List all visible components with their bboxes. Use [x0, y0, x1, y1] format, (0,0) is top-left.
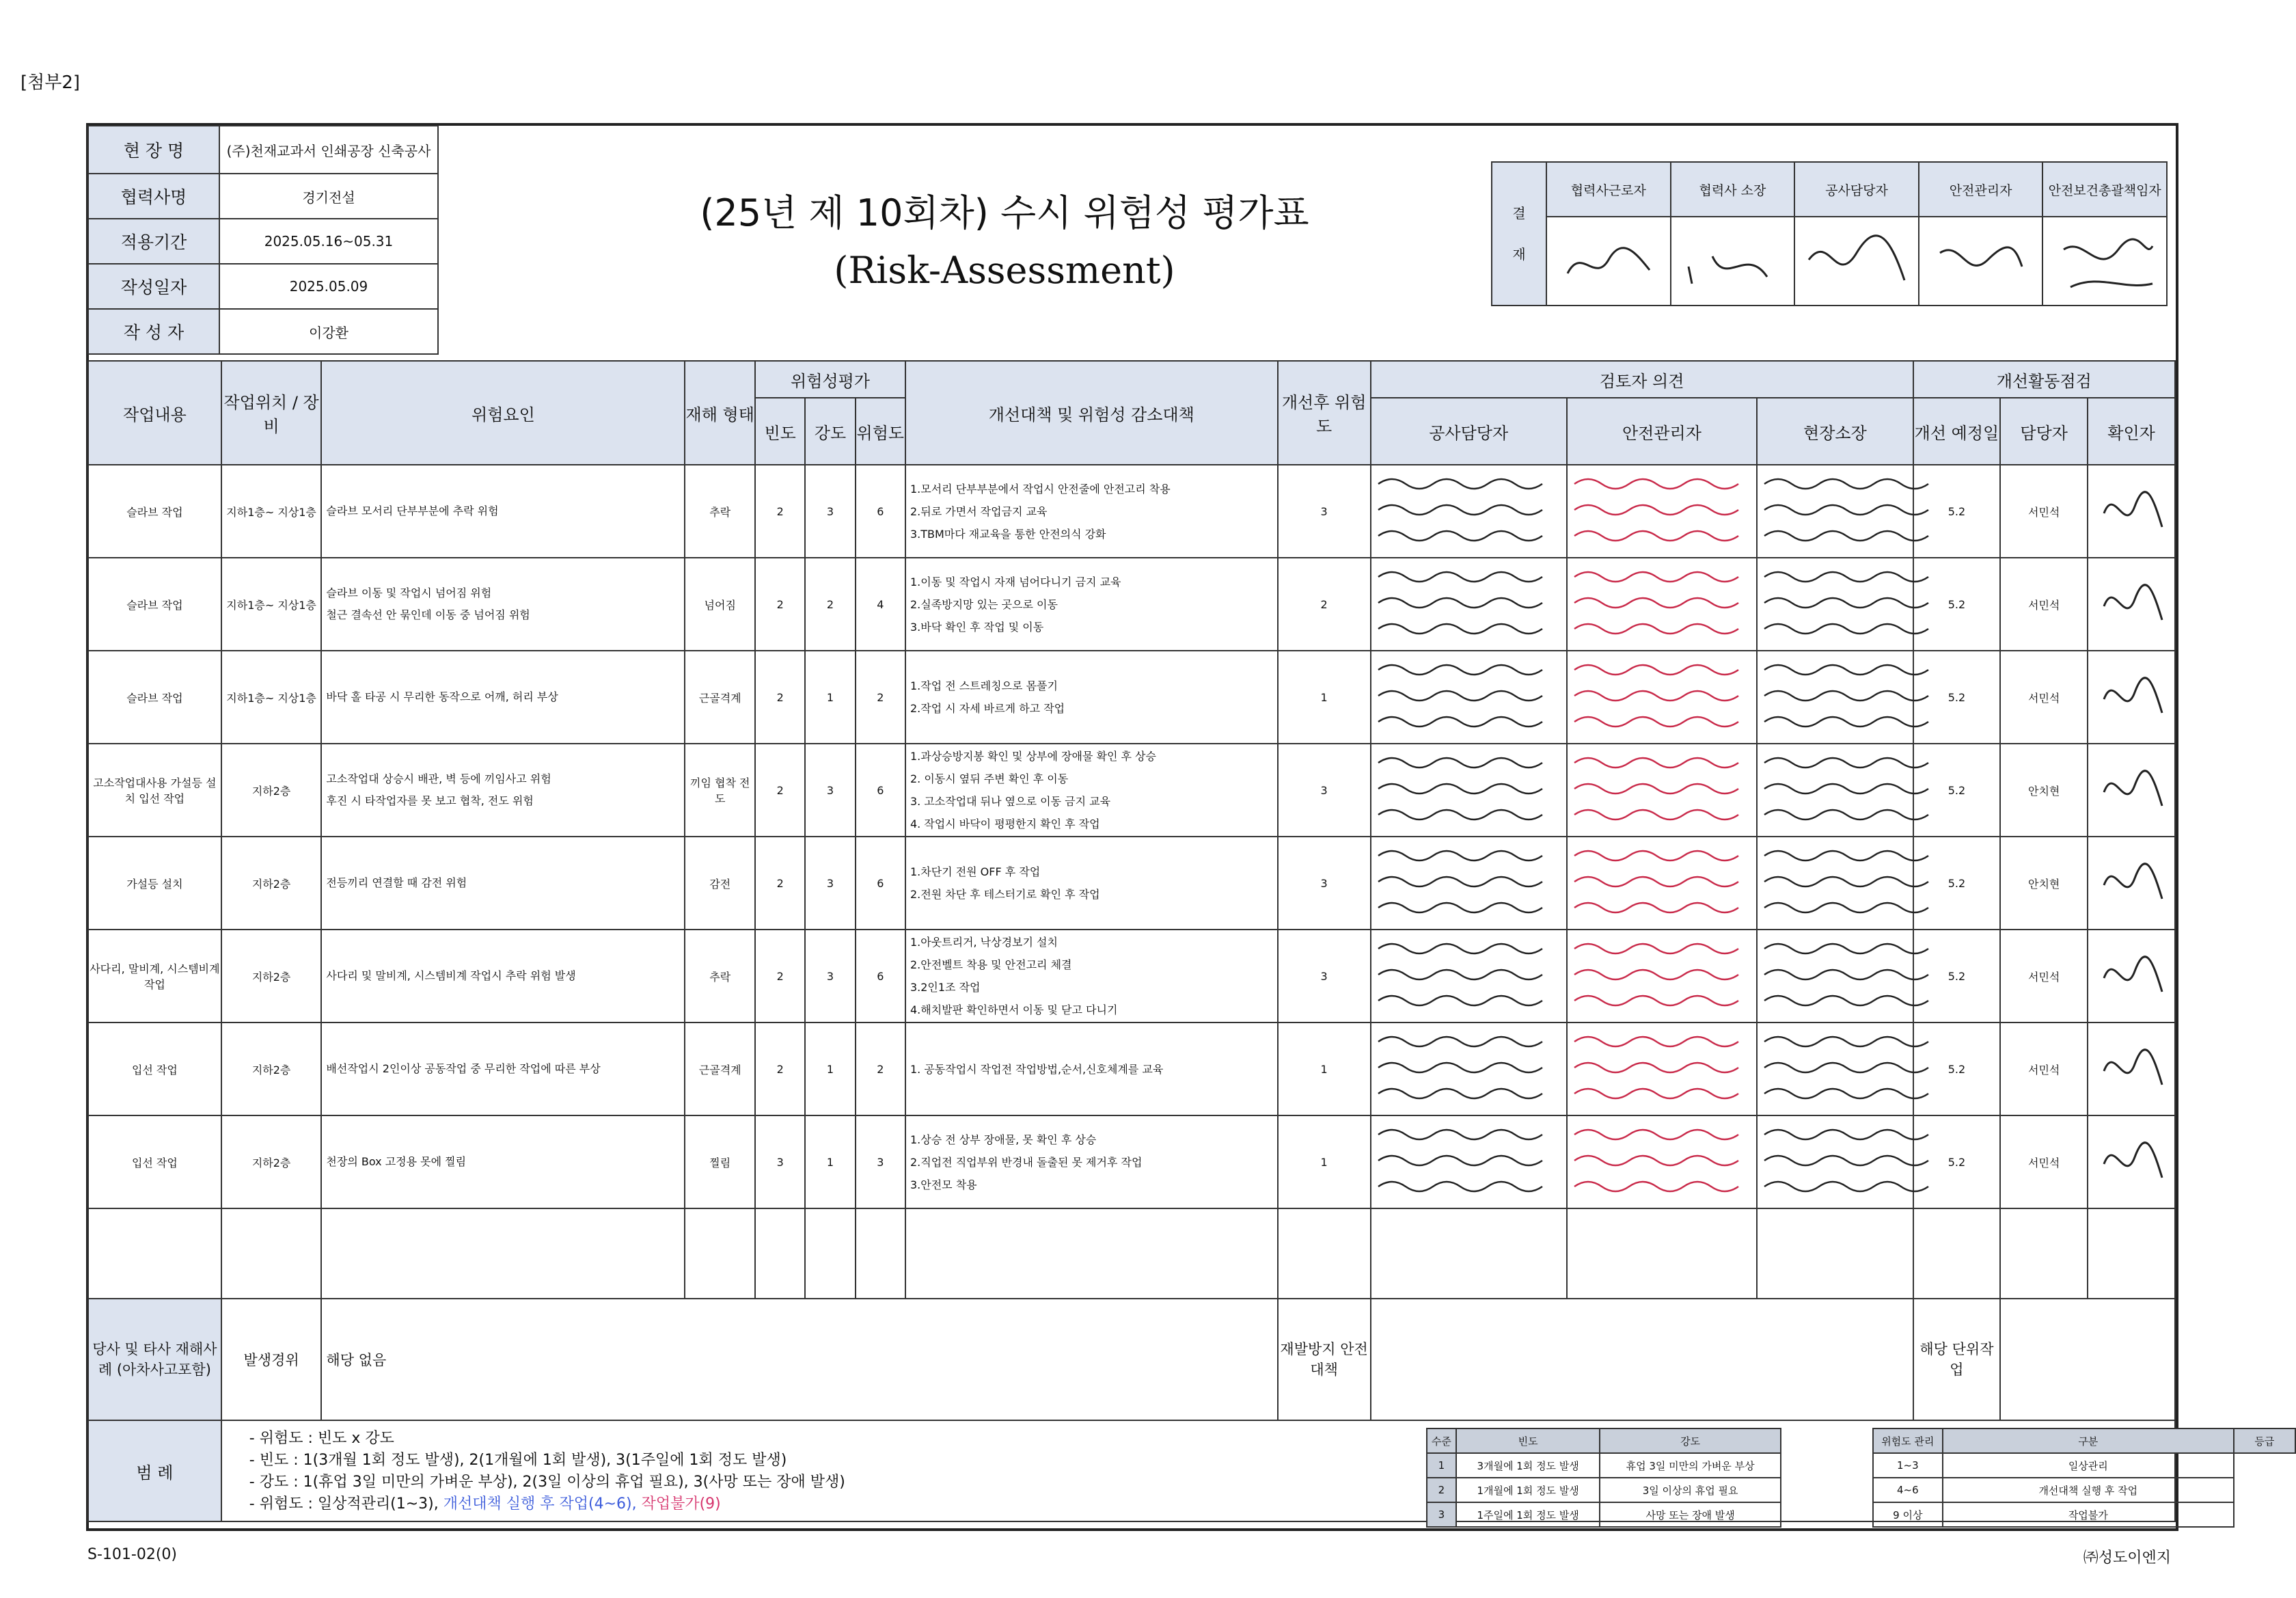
reviewer-2-comment [1567, 651, 1758, 744]
reviewer-2-comment [1567, 1023, 1758, 1115]
col-due: 개선 예정일 [1913, 398, 2001, 465]
risk-cell: 2 [856, 651, 905, 744]
type-cell: 근골격계 [685, 1023, 755, 1115]
info-label: 적용기간 [88, 219, 219, 264]
reviewer-2-comment [1567, 465, 1758, 558]
due-cell: 5.2 [1913, 837, 2001, 930]
confirm-signature-cell [2088, 744, 2175, 837]
t1-header: 빈도 [1456, 1428, 1600, 1453]
handwriting [1371, 469, 1566, 551]
due-cell: 5.2 [1913, 651, 2001, 744]
measure-cell [905, 465, 1278, 558]
company-name: ㈜성도이엔지 [2083, 1549, 2171, 1567]
handwriting [1568, 934, 1757, 1016]
approval-role: 안전관리자 [1919, 162, 2043, 217]
owner-cell: 서민석 [2000, 465, 2088, 558]
col-freq: 빈도 [755, 398, 805, 465]
measure-line: 1.아웃트리거, 낙상경보기 설치 [910, 936, 1058, 949]
measure-cell [905, 930, 1278, 1023]
handwritten-signature [2043, 219, 2165, 301]
col-type: 재해 형태 [685, 361, 755, 465]
work-cell: 슬라브 작업 [88, 651, 221, 744]
after-risk-cell: 3 [1278, 837, 1371, 930]
handwritten-signature [2094, 937, 2169, 1012]
handwriting [1758, 469, 1912, 551]
risk-cell: 6 [856, 465, 905, 558]
confirm-signature-cell [2088, 651, 2175, 744]
risk-table [87, 360, 2275, 1522]
info-value: 경기전설 [219, 174, 438, 219]
t1-row [1427, 1502, 1781, 1527]
handwritten-signature [2094, 1123, 2169, 1198]
col-owner: 담당자 [2000, 398, 2088, 465]
freq-cell: 2 [755, 651, 805, 744]
location-cell: 지하1층~ 지상1층 [221, 651, 322, 744]
reviewer-3-comment [1757, 930, 1913, 1023]
measure-line: 1.차단기 전원 OFF 후 작업 [910, 865, 1041, 878]
sev-cell: 1 [805, 1115, 855, 1208]
handwritten-signature [1671, 219, 1793, 301]
t1-row [1427, 1478, 1781, 1502]
handwriting [1758, 655, 1912, 737]
owner-cell: 안치현 [2000, 744, 2088, 837]
reviewer-2-comment [1567, 837, 1758, 930]
t2-cell: 1~3 [1873, 1453, 1943, 1478]
sev-cell: 2 [805, 558, 855, 651]
hazard-cell [321, 930, 685, 1023]
reviewer-3-comment [1757, 837, 1913, 930]
legend-line: - 빈도 : 1(3개월 1회 정도 발생), 2(1개월에 1회 발생), 3(1주일에 1회 정도 발생) [249, 1452, 787, 1469]
measure-line: 1.상승 전 상부 장애물, 못 확인 후 상승 [910, 1133, 1097, 1146]
hazard-cell [321, 558, 685, 651]
handwriting [1568, 748, 1757, 830]
type-cell: 끼임 협착 전도 [685, 744, 755, 837]
risk-management-table [1872, 1428, 2296, 1528]
hazard-cell [321, 651, 685, 744]
sev-cell: 3 [805, 930, 855, 1023]
handwriting [1371, 934, 1566, 1016]
measure-line: 2.안전벨트 착용 및 안전고리 체결 [910, 958, 1072, 971]
form-title: (25년 제 10회차) 수시 위험성 평가표 [700, 191, 1309, 234]
occurrence-value: 해당 없음 [321, 1299, 1277, 1420]
handwriting [1758, 841, 1912, 923]
handwriting [1371, 655, 1566, 737]
confirm-signature-cell [2088, 1023, 2175, 1115]
reviewer-3-comment [1757, 465, 1913, 558]
approval-role: 안전보건총괄책임자 [2042, 162, 2167, 217]
t1-header: 강도 [1600, 1428, 1780, 1453]
legend-cell [221, 1420, 2275, 1521]
freq-cell: 2 [755, 744, 805, 837]
confirm-signature-cell [2088, 837, 2175, 930]
due-cell: 5.2 [1913, 930, 2001, 1023]
risk-mgmt-side: 위험도 관리 [1873, 1428, 1943, 1453]
prevention-value [1371, 1299, 1913, 1420]
legend-text [249, 1428, 845, 1515]
t2-cell: 개선대책 실행 후 작업 [1943, 1478, 2234, 1502]
legend-label: 범 례 [88, 1420, 221, 1521]
confirm-signature-cell [2088, 1115, 2175, 1208]
risk-row [88, 651, 2175, 744]
handwriting [1371, 748, 1566, 830]
col-check: 개선활동점검 [1913, 361, 2175, 398]
sev-cell: 3 [805, 744, 855, 837]
legend-row [88, 1420, 2175, 1521]
freq-cell: 2 [755, 465, 805, 558]
measure-line: 1.모서리 단부부분에서 작업시 안전줄에 안전고리 착용 [910, 482, 1171, 496]
col-confirm: 확인자 [2088, 398, 2175, 465]
risk-row [88, 930, 2175, 1023]
hazard-line: 철근 결속선 안 묶인데 이동 중 넘어짐 위험 [326, 608, 530, 621]
reviewer-1-comment [1371, 837, 1567, 930]
t1-cell: 3일 이상의 휴업 필요 [1600, 1478, 1780, 1502]
signature-box [1546, 217, 1671, 306]
col-reviewer-2: 안전관리자 [1567, 398, 1758, 465]
col-review: 검토자 의견 [1371, 361, 1913, 398]
handwriting [1568, 655, 1757, 737]
work-cell: 사다리, 말비계, 시스템비계 작업 [88, 930, 221, 1023]
hazard-cell [321, 1115, 685, 1208]
t2-row [1873, 1453, 2295, 1478]
sev-cell: 1 [805, 651, 855, 744]
signature-box [2042, 217, 2167, 306]
legend-line: - 위험도 : 빈도 x 강도 [249, 1430, 394, 1447]
col-risk: 위험도 [856, 398, 905, 465]
hazard-line: 슬라브 모서리 단부부분에 추락 위험 [326, 504, 499, 517]
handwritten-signature [1919, 219, 2041, 301]
accident-label: 당사 및 타사 재해사례 (아차사고포함) [88, 1299, 221, 1420]
hazard-line: 천장의 Box 고정용 못에 찔림 [326, 1155, 467, 1168]
approval-role: 공사담당자 [1794, 162, 1919, 217]
location-cell: 지하2층 [221, 744, 322, 837]
info-value: 이강환 [219, 309, 438, 354]
t1-header: 수준 [1427, 1428, 1456, 1453]
col-work: 작업내용 [88, 361, 221, 465]
type-cell: 넘어짐 [685, 558, 755, 651]
t2-row [1873, 1502, 2295, 1527]
measure-line: 1.작업 전 스트레칭으로 몸풀기 [910, 679, 1058, 692]
type-cell: 감전 [685, 837, 755, 930]
approval-role: 협력사 소장 [1671, 162, 1795, 217]
measure-line: 2.전원 차단 후 테스터기로 확인 후 작업 [910, 888, 1100, 901]
form-subtitle: (Risk-Assessment) [834, 249, 1175, 292]
confirm-signature-cell [2088, 465, 2175, 558]
t1-cell: 1개월에 1회 정도 발생 [1456, 1478, 1600, 1502]
handwritten-signature [2094, 472, 2169, 547]
handwriting [1568, 1120, 1757, 1202]
handwriting [1371, 562, 1566, 644]
risk-cell: 6 [856, 744, 905, 837]
location-cell: 지하2층 [221, 837, 322, 930]
location-cell: 지하2층 [221, 930, 322, 1023]
handwritten-signature [2094, 844, 2169, 919]
freq-cell: 2 [755, 837, 805, 930]
t1-cell: 사망 또는 장애 발생 [1600, 1502, 1780, 1527]
handwritten-signature [2094, 1030, 2169, 1105]
reviewer-1-comment [1371, 744, 1567, 837]
type-cell: 근골격계 [685, 651, 755, 744]
measure-cell [905, 744, 1278, 837]
owner-cell: 안치현 [2000, 837, 2088, 930]
handwriting [1758, 934, 1912, 1016]
info-label: 현 장 명 [88, 126, 219, 174]
info-value: 2025.05.16~05.31 [219, 219, 438, 264]
info-row [88, 126, 438, 174]
work-cell: 고소작업대사용 가설등 설치 입선 작업 [88, 744, 221, 837]
t1-cell: 3개월에 1회 정도 발생 [1456, 1453, 1600, 1478]
after-risk-cell: 1 [1278, 1023, 1371, 1115]
reviewer-1-comment [1371, 558, 1567, 651]
signature-box [1919, 217, 2043, 306]
reviewer-1-comment [1371, 930, 1567, 1023]
risk-row [88, 1115, 2175, 1208]
t2-cell: 일상관리 [1943, 1453, 2234, 1478]
type-cell: 찔림 [685, 1115, 755, 1208]
reviewer-1-comment [1371, 1115, 1567, 1208]
owner-cell: 서민석 [2000, 1023, 2088, 1115]
handwritten-signature [2094, 565, 2169, 640]
approval-role: 협력사근로자 [1546, 162, 1671, 217]
after-risk-cell: 3 [1278, 930, 1371, 1023]
location-cell: 지하2층 [221, 1023, 322, 1115]
owner-cell: 서민석 [2000, 930, 2088, 1023]
freq-cell: 2 [755, 930, 805, 1023]
handwriting [1568, 469, 1757, 551]
t2-row [1873, 1478, 2295, 1502]
col-reviewer-3: 현장소장 [1757, 398, 1913, 465]
type-cell: 추락 [685, 930, 755, 1023]
due-cell: 5.2 [1913, 1115, 2001, 1208]
freq-cell: 3 [755, 1115, 805, 1208]
reviewer-3-comment [1757, 651, 1913, 744]
t1-cell: 2 [1427, 1478, 1456, 1502]
hazard-line: 후진 시 타작업자를 못 보고 협착, 전도 위험 [326, 794, 534, 807]
handwritten-signature [1795, 219, 1917, 301]
hazard-line: 슬라브 이동 및 작업시 넘어짐 위험 [326, 586, 492, 599]
t2-cell: 4~6 [1873, 1478, 1943, 1502]
handwriting [1371, 841, 1566, 923]
measure-line: 2.실족방지망 있는 곳으로 이동 [910, 597, 1058, 611]
location-cell: 지하2층 [221, 1115, 322, 1208]
sev-cell: 3 [805, 465, 855, 558]
approval-side-label: 결 재 [1492, 162, 1546, 306]
col-risk-eval: 위험성평가 [755, 361, 905, 398]
unit-work-label: 해당 단위작업 [1913, 1299, 2001, 1420]
attachment-label: [첨부2] [20, 72, 81, 93]
due-cell: 5.2 [1913, 744, 2001, 837]
after-risk-cell: 1 [1278, 1115, 1371, 1208]
reviewer-3-comment [1757, 1023, 1913, 1115]
work-cell: 입선 작업 [88, 1023, 221, 1115]
form-code: S-101-02(0) [87, 1546, 177, 1563]
risk-row [88, 837, 2175, 930]
reviewer-1-comment [1371, 651, 1567, 744]
info-row [88, 219, 438, 264]
col-reviewer-1: 공사담당자 [1371, 398, 1567, 465]
measure-line: 4.해치발판 확인하면서 이동 및 닫고 다니기 [910, 1003, 1118, 1016]
t2-cell: 9 이상 [1873, 1502, 1943, 1527]
handwriting [1568, 562, 1757, 644]
reviewer-2-comment [1567, 744, 1758, 837]
hazard-line: 바닥 홀 타공 시 무리한 동작으로 어깨, 허리 부상 [326, 690, 558, 703]
col-sev: 강도 [805, 398, 855, 465]
due-cell: 5.2 [1913, 558, 2001, 651]
location-cell: 지하1층~ 지상1층 [221, 465, 322, 558]
signature-box [1794, 217, 1919, 306]
due-cell: 5.2 [1913, 1023, 2001, 1115]
reviewer-2-comment [1567, 1115, 1758, 1208]
owner-cell: 서민석 [2000, 651, 2088, 744]
t1-cell: 1 [1427, 1453, 1456, 1478]
handwriting [1758, 748, 1912, 830]
measure-cell [905, 1023, 1278, 1115]
measure-line: 3.안전모 착용 [910, 1178, 977, 1191]
signature-box [1671, 217, 1795, 306]
risk-row [88, 465, 2175, 558]
hazard-line: 전등끼리 연결할 때 감전 위험 [326, 876, 467, 889]
measure-cell [905, 651, 1278, 744]
hazard-line: 배선작업시 2인이상 공동작업 중 무리한 작업에 따른 부상 [326, 1062, 601, 1075]
owner-cell: 서민석 [2000, 1115, 2088, 1208]
info-label: 작성일자 [88, 264, 219, 309]
work-cell: 슬라브 작업 [88, 465, 221, 558]
handwritten-signature [1547, 219, 1669, 301]
prevention-label: 재발방지 안전대책 [1278, 1299, 1371, 1420]
type-cell: 추락 [685, 465, 755, 558]
confirm-signature-cell [2088, 930, 2175, 1023]
freq-cell: 2 [755, 1023, 805, 1115]
hazard-cell [321, 1023, 685, 1115]
col-after: 개선후 위험도 [1278, 361, 1371, 465]
after-risk-cell: 2 [1278, 558, 1371, 651]
reviewer-2-comment [1567, 930, 1758, 1023]
location-cell: 지하1층~ 지상1층 [221, 558, 322, 651]
measure-line: 3.TBM마다 재교육을 통한 안전의식 강화 [910, 527, 1106, 541]
info-row [88, 174, 438, 219]
t1-cell: 1주일에 1회 정도 발생 [1456, 1502, 1600, 1527]
t2-header: 등급 [2234, 1428, 2295, 1453]
due-cell: 5.2 [1913, 465, 2001, 558]
measure-line: 2.작업 시 자세 바르게 하고 작업 [910, 702, 1065, 715]
info-row [88, 309, 438, 354]
measure-cell [905, 1115, 1278, 1208]
measure-line: 1. 공동작업시 작업전 작업방법,순서,신호체계를 교육 [910, 1062, 1164, 1076]
measure-line: 1.이동 및 작업시 자재 넘어다니기 금지 교육 [910, 575, 1121, 588]
handwritten-signature [2094, 751, 2169, 826]
handwriting [1568, 1027, 1757, 1109]
freq-cell: 2 [755, 558, 805, 651]
risk-cell: 6 [856, 837, 905, 930]
work-cell: 가설등 설치 [88, 837, 221, 930]
confirm-signature-cell [2088, 558, 2175, 651]
hazard-cell [321, 744, 685, 837]
approval-table [1491, 161, 2168, 306]
col-measure: 개선대책 및 위험성 감소대책 [905, 361, 1278, 465]
t1-cell: 3 [1427, 1502, 1456, 1527]
risk-row [88, 1023, 2175, 1115]
after-risk-cell: 1 [1278, 651, 1371, 744]
frequency-severity-table [1426, 1428, 1781, 1528]
sev-cell: 3 [805, 837, 855, 930]
reviewer-1-comment [1371, 1023, 1567, 1115]
handwriting [1568, 841, 1757, 923]
hazard-line: 사다리 및 말비계, 시스템비계 작업시 추락 위험 발생 [326, 969, 576, 982]
info-label: 작 성 자 [88, 309, 219, 354]
hazard-cell [321, 465, 685, 558]
measure-cell [905, 837, 1278, 930]
measure-line: 1.과상승방지봉 확인 및 상부에 장애물 확인 후 상승 [910, 750, 1156, 763]
handwriting [1758, 562, 1912, 644]
reviewer-3-comment [1757, 558, 1913, 651]
work-cell: 슬라브 작업 [88, 558, 221, 651]
handwriting [1371, 1027, 1566, 1109]
accident-row [88, 1299, 2175, 1420]
risk-row [88, 744, 2175, 837]
reviewer-3-comment [1757, 744, 1913, 837]
risk-cell: 6 [856, 930, 905, 1023]
handwriting [1371, 1120, 1566, 1202]
col-location: 작업위치 / 장비 [221, 361, 322, 465]
hazard-cell [321, 837, 685, 930]
reviewer-1-comment [1371, 465, 1567, 558]
measure-line: 2.직업전 직업부위 반경내 돌출된 못 제거후 작업 [910, 1155, 1143, 1169]
measure-line: 3. 고소작업대 뒤나 옆으로 이동 금지 교육 [910, 795, 1111, 808]
measure-line: 2. 이동시 옆뒤 주변 확인 후 이동 [910, 772, 1069, 785]
empty-row [88, 1208, 2175, 1299]
t1-row [1427, 1453, 1781, 1478]
handwriting [1758, 1120, 1912, 1202]
info-table [87, 125, 439, 355]
risk-cell: 4 [856, 558, 905, 651]
owner-cell: 서민석 [2000, 558, 2088, 651]
sev-cell: 1 [805, 1023, 855, 1115]
risk-cell: 2 [856, 1023, 905, 1115]
t2-cell: 작업불가 [1943, 1502, 2234, 1527]
measure-line: 3.2인1조 작업 [910, 981, 981, 994]
reviewer-2-comment [1567, 558, 1758, 651]
info-value: 2025.05.09 [219, 264, 438, 309]
measure-line: 3.바닥 확인 후 작업 및 이동 [910, 620, 1044, 634]
measure-line: 2.뒤로 가면서 작업금지 교육 [910, 504, 1048, 518]
work-cell: 입선 작업 [88, 1115, 221, 1208]
after-risk-cell: 3 [1278, 744, 1371, 837]
unit-work-value [2000, 1299, 2175, 1420]
t2-header: 구분 [1943, 1428, 2234, 1453]
t1-cell: 휴업 3일 미만의 가벼운 부상 [1600, 1453, 1780, 1478]
col-hazard: 위험요인 [321, 361, 685, 465]
hazard-line: 고소작업대 상승시 배관, 벽 등에 끼임사고 위험 [326, 772, 551, 785]
handwriting [1758, 1027, 1912, 1109]
info-row [88, 264, 438, 309]
info-value: (주)천재교과서 인쇄공장 신축공사 [219, 126, 438, 174]
reviewer-3-comment [1757, 1115, 1913, 1208]
after-risk-cell: 3 [1278, 465, 1371, 558]
measure-line: 4. 작업시 바닥이 평평한지 확인 후 작업 [910, 817, 1100, 830]
legend-line: - 위험도 : 일상적관리(1~3), 개선대책 실행 후 작업(4~6), 작업불가(9) [249, 1495, 721, 1513]
risk-cell: 3 [856, 1115, 905, 1208]
handwritten-signature [2094, 658, 2169, 733]
info-label: 협력사명 [88, 174, 219, 219]
risk-row [88, 558, 2175, 651]
legend-line: - 강도 : 1(휴업 3일 미만의 가벼운 부상), 2(3일 이상의 휴업 필요), 3(사망 또는 장애 발생) [249, 1474, 845, 1491]
measure-cell [905, 558, 1278, 651]
occurrence-label: 발생경위 [221, 1299, 322, 1420]
